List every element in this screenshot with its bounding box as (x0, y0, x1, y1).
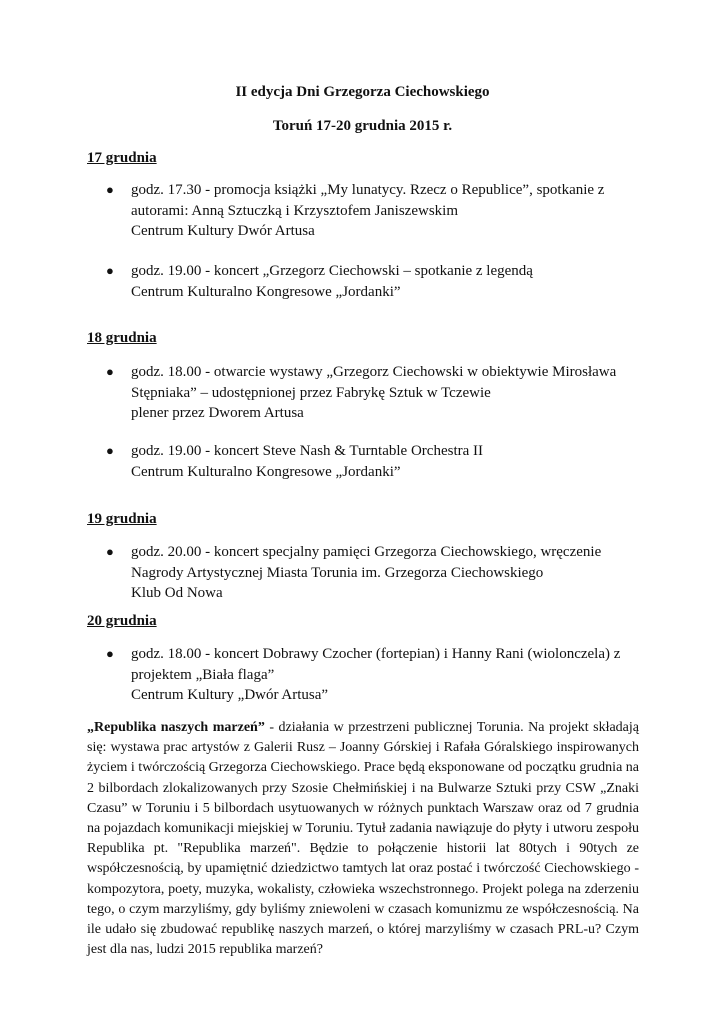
project-description (87, 718, 639, 960)
event-text (131, 180, 651, 242)
bullet-icon: ● (106, 443, 114, 458)
event-text (131, 261, 651, 302)
event-line: godz. 18.00 - koncert Dobrawy Czocher (fortepian) i Hanny Rani (wiolonczela) z (131, 646, 621, 662)
day-heading-19: 19 grudnia (87, 511, 157, 527)
bullet-icon: ● (106, 263, 114, 278)
event-line: Centrum Kulturalno Kongresowe „Jordanki” (131, 463, 401, 480)
event-line: godz. 18.00 - otwarcie wystawy „Grzegorz Ciechowski w obiektywie Mirosława (131, 364, 617, 380)
event-line: plener przez Dworem Artusa (131, 405, 304, 421)
event-text (131, 542, 651, 604)
event-text (131, 441, 651, 482)
event-line: Klub Od Nowa (131, 585, 223, 601)
event-text (131, 362, 651, 424)
event-text (131, 644, 651, 706)
document-title: II edycja Dni Grzegorza Ciechowskiego (235, 84, 490, 100)
bullet-icon: ● (106, 646, 114, 661)
event-line: godz. 19.00 - koncert Steve Nash & Turntable Orchestra II (131, 443, 484, 459)
event-line: godz. 20.00 - koncert specjalny pamięci Grzegorza Ciechowskiego, wręczenie (131, 544, 602, 560)
event-line: Centrum Kulturalno Kongresowe „Jordanki” (131, 283, 401, 300)
day-heading-17: 17 grudnia (87, 150, 157, 166)
project-description-text: - działania w przestrzeni publicznej Torunia. Na projekt składają się: wystawa prac artystów z Galerii Rusz – Joanny Górskiej i Rafała Góralskiego inspirowanych życiem i twórczością Grzegorza Ciechowskiego. Prace będą eksponowane od początku grudnia na 2 bilbordach zlokalizowanych przy Szosie Chełmińskiej i na Bulwarze Sztuki przy CSW „Znaki Czasu” w Toruniu i 5 bilbordach usytuowanych w różnych punktach Warszaw oraz od 7 grudnia na pojazdach komunikacji miejskiej w Toruniu. Tytuł zadania nawiązuje do płyty i utworu zespołu Republika pt. "Republika marzeń". Będzie to połączenie historii lat 80tych i 90tych ze współczesnością, by upamiętnić dziedzictwo tamtych lat oraz postać i twórczość Ciechowskiego - kompozytora, poety, muzyka, wokalisty, człowieka wszechstronnego. Projekt polega na zderzeniu tego, o czym marzyliśmy, gdy byliśmy zniewoleni w czasach komunizmu ze współczesnością. Na ile udało się zbudować republikę naszych marzeń, o której marzyliśmy w czasach PRL-u? Czym jest dla nas, ludzi 2015 republika marzeń? (87, 720, 640, 958)
event-line: Stępniaka” – udostępnionej przez Fabrykę Sztuk w Tczewie (131, 384, 491, 401)
event-line: Centrum Kultury Dwór Artusa (131, 223, 315, 239)
event-line: projektem „Biała flaga” (131, 666, 275, 683)
event-line: Nagrody Artystycznej Miasta Torunia im. Grzegorza Ciechowskiego (131, 564, 544, 581)
event-line: autorami: Anną Sztuczką i Krzysztofem Janiszewskim (131, 202, 458, 219)
bullet-icon: ● (106, 544, 114, 559)
document-subtitle: Toruń 17-20 grudnia 2015 r. (272, 118, 453, 134)
day-heading-18: 18 grudnia (87, 330, 157, 346)
event-line: godz. 17.30 - promocja książki „My lunatycy. Rzecz o Republice”, spotkanie z (131, 182, 605, 198)
event-line: godz. 19.00 - koncert „Grzegorz Ciechowski – spotkanie z legendą (131, 263, 533, 279)
bullet-icon: ● (106, 182, 114, 197)
project-name: „Republika naszych marzeń” (87, 720, 265, 735)
day-heading-20: 20 grudnia (87, 613, 157, 629)
event-line: Centrum Kultury „Dwór Artusa” (131, 687, 329, 703)
bullet-icon: ● (106, 364, 114, 379)
